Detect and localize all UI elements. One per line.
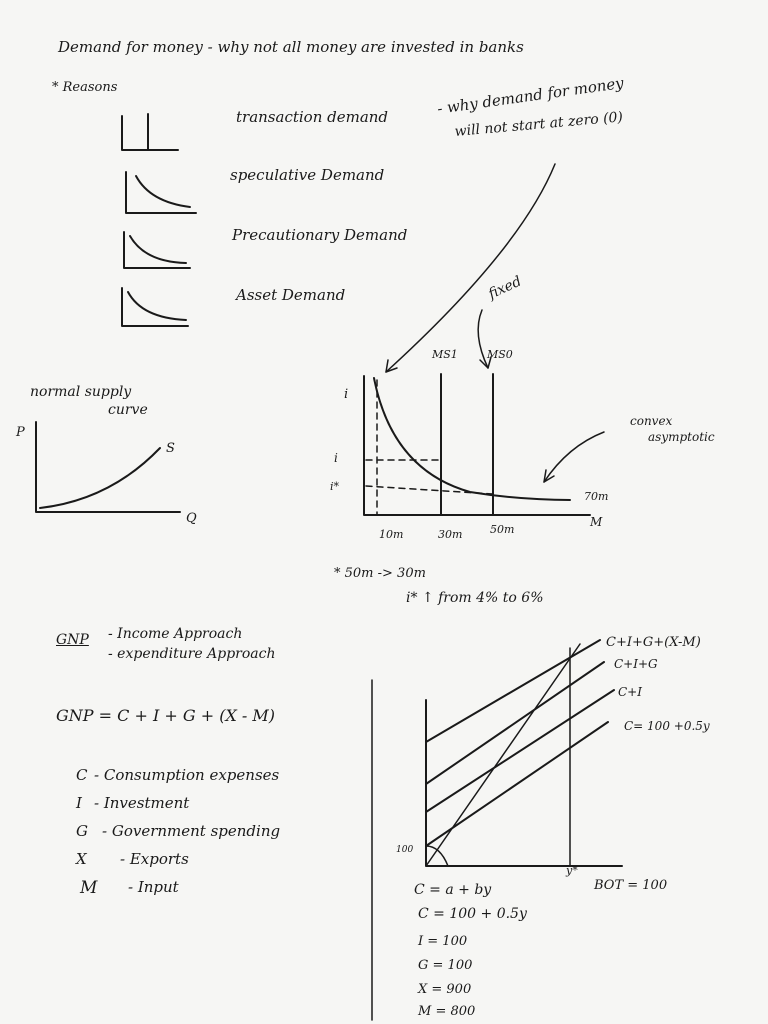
- ystar-label: y*: [566, 864, 578, 877]
- money-y-axis-label: i: [344, 387, 349, 402]
- label-cigxm: C+I+G+(X-M): [606, 635, 701, 650]
- x-tick-30m: 30m: [438, 528, 463, 541]
- label-cig: C+I+G: [614, 657, 658, 671]
- gnp-approach-1: - Income Approach: [108, 626, 243, 642]
- equation-line: G = 100: [418, 958, 473, 973]
- i-label: i: [334, 451, 338, 465]
- convex-note-line1: convex: [630, 414, 673, 428]
- equation-line: I = 100: [418, 934, 468, 949]
- definition-symbol: G: [76, 822, 88, 840]
- supply-chart-title-line2: curve: [108, 402, 148, 418]
- reason-label-precautionary: Precautionary Demand: [232, 226, 408, 244]
- reason-label-asset: Asset Demand: [236, 286, 346, 304]
- equation-line: C = a + by: [414, 882, 492, 898]
- supply-y-axis-label: P: [16, 425, 25, 440]
- definition-text: - Consumption expenses: [94, 766, 280, 784]
- transaction-note-line1: - why demand for money: [436, 73, 625, 118]
- bot-label: BOT = 100: [594, 878, 668, 893]
- definition-symbol: I: [76, 794, 82, 812]
- money-note-1: * 50m -> 30m: [334, 566, 426, 581]
- reason-label-transaction: transaction demand: [236, 108, 389, 126]
- reason-label-speculative: speculative Demand: [230, 166, 385, 184]
- equation-line: C = 100 + 0.5y: [418, 906, 527, 922]
- gnp-title: GNP: [56, 632, 89, 648]
- label-c: C= 100 +0.5y: [624, 719, 710, 733]
- definition-text: - Input: [128, 878, 179, 896]
- definition-symbol: X: [76, 850, 87, 868]
- x-tick-10m: 10m: [379, 528, 404, 541]
- gnp-approach-2: - expenditure Approach: [108, 646, 276, 662]
- definition-text: - Exports: [120, 850, 189, 868]
- equation-line: M = 800: [418, 1004, 476, 1019]
- line-cigxm: [426, 640, 600, 742]
- line-45-degree: [426, 644, 580, 866]
- fixed-note: fixed: [486, 273, 525, 303]
- definition-symbol: M: [80, 878, 98, 898]
- ms1-label: MS1: [432, 348, 458, 361]
- istar-label: i*: [330, 480, 340, 493]
- label-ci: C+I: [618, 685, 642, 699]
- x-tick-50m: 50m: [490, 523, 515, 536]
- transaction-note-line2: will not start at zero (0): [454, 109, 624, 140]
- page-title: Demand for money - why not all money are invested in banks: [58, 38, 524, 56]
- convex-note-line2: asymptotic: [648, 430, 715, 444]
- gnp-formula: GNP = C + I + G + (X - M): [56, 706, 276, 725]
- definition-symbol: C: [76, 766, 88, 784]
- money-demand-end-label: 70m: [584, 490, 609, 503]
- supply-x-axis-label: Q: [186, 511, 197, 526]
- ms0-label: MS0: [487, 348, 513, 361]
- reasons-heading: * Reasons: [52, 80, 118, 95]
- money-note-2: i* ↑ from 4% to 6%: [406, 590, 544, 606]
- money-x-axis-label: M: [590, 515, 603, 529]
- line-ci: [426, 690, 614, 812]
- angle-arc: [426, 846, 448, 866]
- definition-text: - Government spending: [102, 822, 281, 840]
- gnp-intercept-label: 100: [396, 845, 414, 855]
- equation-line: X = 900: [418, 982, 472, 997]
- line-cig: [426, 662, 604, 784]
- supply-chart-title-line1: normal supply: [30, 384, 132, 400]
- definition-text: - Investment: [94, 794, 190, 812]
- supply-curve-label: S: [166, 441, 175, 456]
